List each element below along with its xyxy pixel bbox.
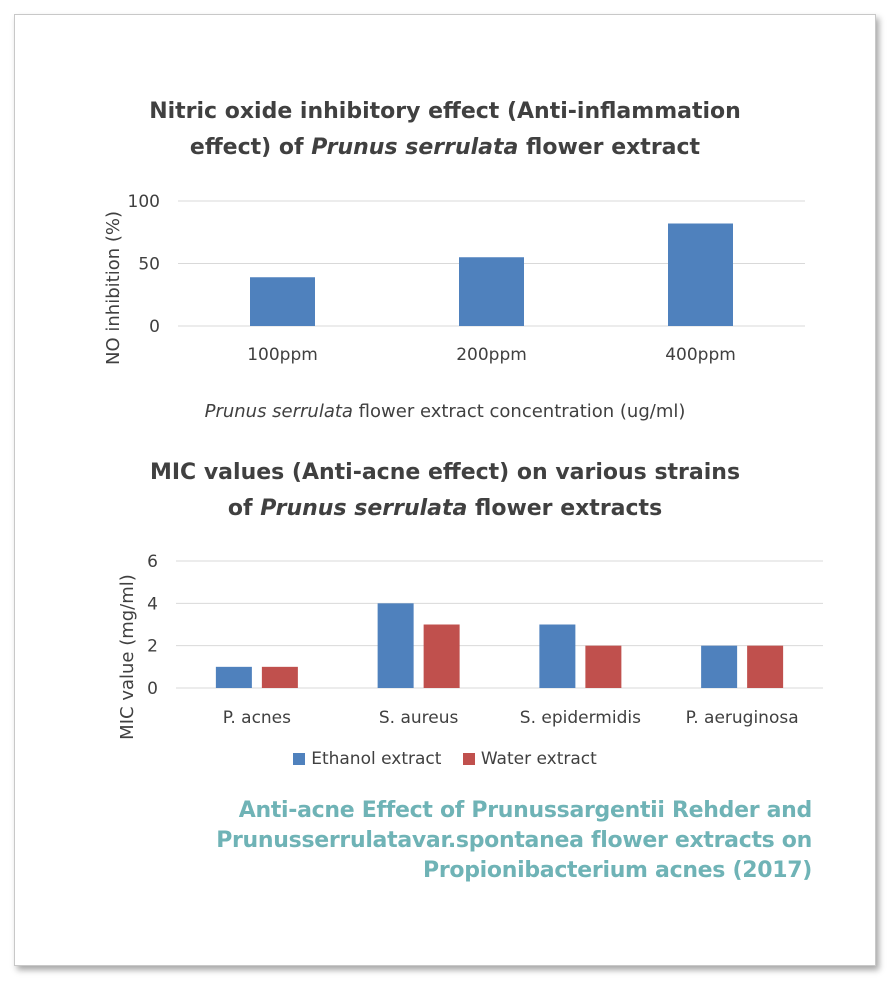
chart2-ytick-label: 6 bbox=[147, 552, 158, 572]
chart1-xtick-label: 200ppm bbox=[456, 345, 527, 365]
chart2-xtick-label: S. epidermidis bbox=[519, 708, 641, 728]
chart2-legend bbox=[0, 749, 890, 769]
citation-line3: Propionibacterium acnes (2017) bbox=[423, 858, 812, 883]
chart1-ytick-label: 100 bbox=[127, 192, 160, 212]
chart2-bar-ethanol bbox=[378, 603, 414, 688]
chart2-bar-water bbox=[262, 667, 298, 688]
legend-label-water: Water extract bbox=[480, 749, 597, 769]
legend-item-ethanol bbox=[293, 749, 441, 769]
chart1-xtick-label: 400ppm bbox=[665, 345, 736, 365]
chart2-title-line2: of Prunus serrulata flower extracts bbox=[227, 496, 663, 521]
chart2-bar-water bbox=[424, 625, 460, 689]
chart1-bar bbox=[250, 277, 315, 326]
chart1-xtick-label: 100ppm bbox=[247, 345, 318, 365]
chart1-ytick-label: 0 bbox=[149, 317, 160, 337]
legend-swatch-ethanol bbox=[293, 753, 305, 765]
chart1-xaxis-label: Prunus serrulata flower extract concentration (ug/ml) bbox=[204, 401, 686, 422]
citation-line2: Prunusserrulatavar.spontanea flower extracts on bbox=[216, 828, 812, 853]
chart2-bar-ethanol bbox=[701, 646, 737, 688]
chart1-bar bbox=[668, 224, 733, 327]
chart2-xtick-label: S. aureus bbox=[378, 708, 459, 728]
chart2-bar-water bbox=[747, 646, 783, 688]
chart2-bar-ethanol bbox=[216, 667, 252, 688]
chart2-xtick-label: P. aeruginosa bbox=[685, 708, 799, 728]
chart1-title-line2: effect) of Prunus serrulata flower extract bbox=[189, 135, 701, 160]
chart1-title-line1: Nitric oxide inhibitory effect (Anti-inflammation bbox=[149, 99, 741, 124]
citation-line1: Anti-acne Effect of Prunussargentii Rehder and bbox=[238, 798, 812, 823]
legend-item-water bbox=[463, 749, 597, 769]
chart2-title-line1: MIC values (Anti-acne effect) on various strains bbox=[149, 460, 741, 485]
chart2-ytick-label: 0 bbox=[147, 679, 158, 699]
chart2-yaxis-label: MIC value (mg/ml) bbox=[117, 574, 138, 740]
chart2-xtick-label: P. acnes bbox=[222, 708, 292, 728]
chart2-ytick-label: 4 bbox=[147, 594, 158, 615]
legend-swatch-water bbox=[463, 753, 475, 765]
chart2-bar-ethanol bbox=[539, 625, 575, 689]
chart1-yaxis-label: NO inhibition (%) bbox=[103, 211, 124, 365]
chart2-ytick-label: 2 bbox=[147, 636, 158, 657]
chart1-bar bbox=[459, 257, 524, 326]
citation bbox=[112, 796, 812, 886]
chart1-ytick-label: 50 bbox=[138, 254, 160, 275]
legend-label-ethanol: Ethanol extract bbox=[311, 749, 442, 769]
chart2-bar-water bbox=[585, 646, 621, 688]
